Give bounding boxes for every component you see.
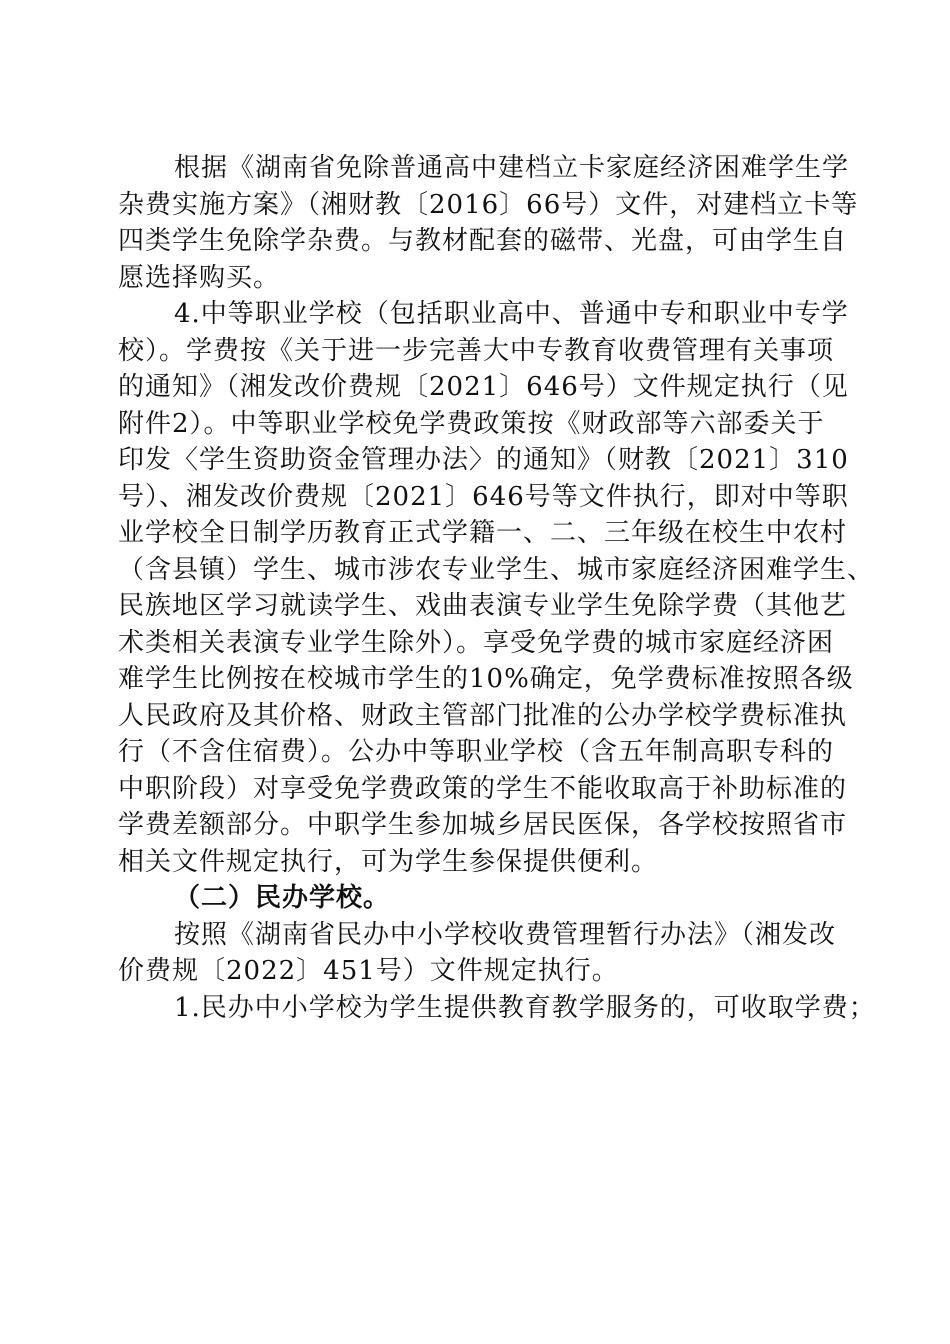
paragraph-line: 民族地区学习就读学生、戏曲表演专业学生免除学费（其他艺 bbox=[118, 591, 848, 621]
paragraph-line: 愿选择购买。 bbox=[118, 262, 281, 293]
body-text bbox=[118, 150, 876, 1026]
paragraph-line: 根据《湖南省免除普通高中建档立卡家庭经济困难学生学 bbox=[174, 153, 850, 183]
paragraph-line: 业学校全日制学历教育正式学籍一、二、三年级在校生中农村 bbox=[118, 518, 848, 548]
paragraph-line: （含县镇）学生、城市涉农专业学生、城市家庭经济困难学生、 bbox=[118, 554, 875, 585]
paragraph-line: 1.民办中小学校为学生提供教育教学服务的，可收取学费； bbox=[174, 992, 876, 1023]
paragraph-line: 行（不含住宿费）。公办中等职业学校（含五年制高职专科的 bbox=[118, 737, 835, 767]
paragraph-line: 相关文件规定执行，可为学生参保提供便利。 bbox=[118, 846, 659, 877]
paragraph-line: 按照《湖南省民办中小学校收费管理暂行办法》（湘发改 bbox=[174, 919, 837, 950]
paragraph-line: 人民政府及其价格、财政主管部门批准的公办学校学费标准执 bbox=[118, 700, 848, 731]
paragraph-line: 的通知》（湘发改价费规〔2021〕646号）文件规定执行（见 bbox=[118, 372, 849, 402]
section-heading: （二）民办学校。 bbox=[174, 883, 391, 913]
paragraph-line: 学费差额部分。中职学生参加城乡居民医保，各学校按照省市 bbox=[118, 810, 848, 840]
paragraph-line: 号）、湘发改价费规〔2021〕646号等文件执行，即对中等职 bbox=[118, 481, 849, 512]
paragraph-line: 校）。学费按《关于进一步完善大中专教育收费管理有关事项 bbox=[118, 335, 835, 366]
paragraph-line: 难学生比例按在校城市学生的10%确定，免学费标准按照各级 bbox=[118, 664, 854, 694]
paragraph-line: 印发〈学生资助资金管理办法〉的通知》（财教〔2021〕310 bbox=[118, 445, 849, 475]
paragraph-line: 四类学生免除学杂费。与教材配套的磁带、光盘，可由学生自 bbox=[118, 226, 848, 256]
paragraph-line: 附件2）。中等职业学校免学费政策按《财政部等六部委关于 bbox=[118, 408, 825, 439]
paragraph-line: 中职阶段）对享受免学费政策的学生不能收取高于补助标准的 bbox=[118, 773, 848, 804]
paragraph-line: 术类相关表演专业学生除外）。享受免学费的城市家庭经济困 bbox=[118, 627, 835, 658]
paragraph-line: 价费规〔2022〕451号）文件规定执行。 bbox=[118, 956, 619, 986]
paragraph-line: 4.中等职业学校（包括职业高中、普通中专和职业中专学 bbox=[174, 299, 849, 329]
paragraph-line: 杂费实施方案》（湘财教〔2016〕66号）文件，对建档立卡等 bbox=[118, 189, 859, 220]
